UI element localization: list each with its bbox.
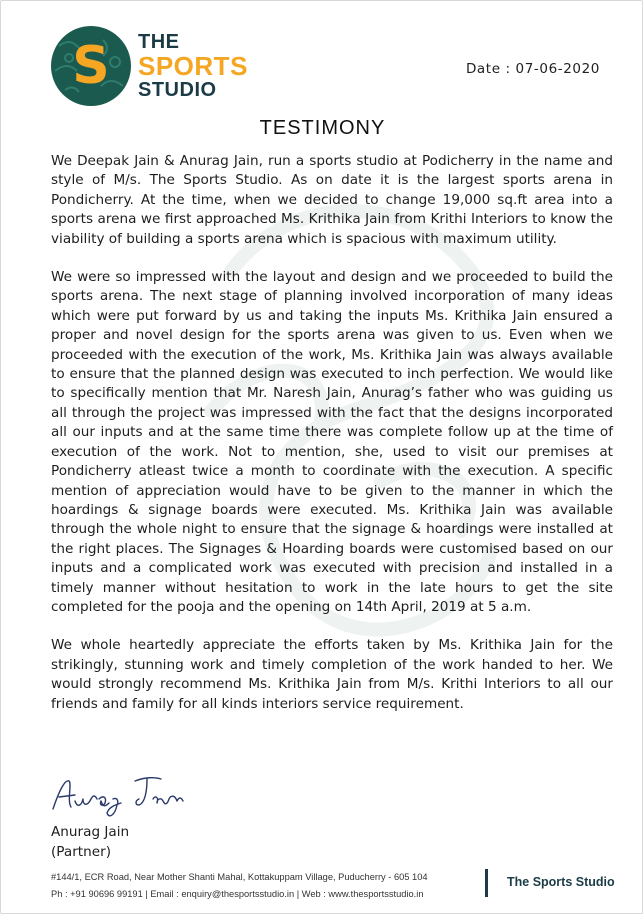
footer-contact-line: Ph : +91 90696 99191 | Email : enquiry@thesportsstudio.in | Web : www.thesportsstudio.in bbox=[51, 889, 424, 899]
paragraph-intro: We Deepak Jain & Anurag Jain, run a sports studio at Podicherry in the name and style of M/s. The Sports Studio. As on date it is the largest sports arena in Pondicherry. At the time, when we decided to change 19,000 sq.ft area into a sports arena we first approached Ms. Krithika Jain from Krithi Interiors to know the viability of building a sports arena which is spacious with maximum utility. bbox=[51, 153, 613, 247]
logo-word-studio: STUDIO bbox=[138, 79, 217, 101]
footer-brand: The Sports Studio bbox=[507, 875, 615, 889]
signatory-block bbox=[51, 822, 129, 862]
footer-contact bbox=[51, 869, 428, 903]
company-logo bbox=[51, 26, 248, 106]
handwritten-signature bbox=[49, 771, 189, 821]
page-title: TESTIMONY bbox=[259, 117, 386, 139]
footer-divider bbox=[485, 869, 488, 897]
logo-wordmark bbox=[138, 32, 248, 100]
signatory-name: Anurag Jain bbox=[51, 824, 130, 840]
logo-badge bbox=[51, 26, 131, 106]
logo-word-sports: SPORTS bbox=[138, 51, 248, 81]
letter-date: Date : 07-06-2020 bbox=[465, 61, 600, 77]
letter-body bbox=[51, 152, 613, 733]
logo-word-the: THE bbox=[138, 31, 180, 53]
signatory-role: (Partner) bbox=[51, 844, 112, 860]
paragraph-execution: We were so impressed with the layout and design and we proceeded to build the sports arena. The next stage of planning involved incorporation of many ideas which were put forward by us and taking the inputs Ms. Krithika Jain ensured a proper and novel design for the sports arena was given to us. Even when we proceeded with the execution of the work, Ms. Krithika Jain was always available to ensure that the planned design was executed to inch perfection. We would like to specifically mention that Mr. Naresh Jain, Anurag’s father who was guiding us all through the project was impressed with the fact that the designs incorporated all our inputs and at the same time there was complete follow up at the time of execution of the work. Not to mention, she, used to visit our premises at Pondicherry atleast twice a month to coordinate with the execution. A specific mention of appreciation would have to be given to the manner in which the hoardings & signage boards were executed. Ms. Krithika Jain was available through the whole night to ensure that the signage & hoardings were installed at the right places. The Signages & Hoarding boards were customised based on our inputs and a complicated work was executed with precision and installed in a timely manner without hesitation to work in the late hours to get the site completed for the pooja and the opening on 14th April, 2019 at 5 a.m. bbox=[51, 269, 613, 615]
logo-s-mark: S bbox=[72, 36, 110, 96]
paragraph-recommendation: We whole heartedly appreciate the efforts taken by Ms. Krithika Jain for the strikingly, stunning work and timely completion of the work handed to her. We would strongly recommend Ms. Krithika Jain from M/s. Krithi Interiors to all our friends and family for all kinds interiors service requirement. bbox=[51, 637, 613, 712]
footer-address: #144/1, ECR Road, Near Mother Shanti Mahal, Kottakuppam Village, Puducherry - 605 104 bbox=[51, 872, 428, 882]
